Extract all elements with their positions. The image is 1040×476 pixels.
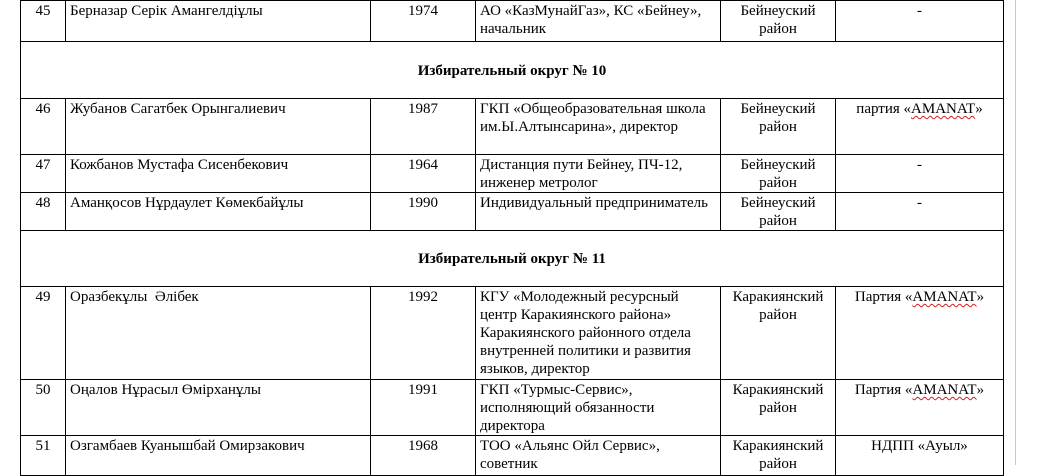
- row-number: 48: [21, 193, 66, 231]
- party-prefix: партия «: [856, 101, 912, 117]
- birth-year: 1964: [371, 155, 476, 193]
- party-brand: AMANAT: [911, 101, 976, 117]
- party-suffix: »: [976, 289, 985, 305]
- party-suffix: -: [917, 157, 922, 173]
- birth-year: 1987: [371, 99, 476, 155]
- party-suffix: -: [917, 195, 922, 211]
- district-heading: Избирательный округ № 11: [21, 231, 1004, 287]
- workplace: АО «КазМунайГаз», КС «Бейнеу», начальник: [476, 1, 721, 42]
- district-area: Каракиянский район: [721, 436, 836, 476]
- party-cell: [836, 99, 1004, 155]
- party-brand: AMANAT: [912, 289, 977, 305]
- candidate-name: Оразбекұлы Әлібек: [66, 287, 371, 380]
- party-suffix: »: [976, 382, 985, 398]
- row-number: 50: [21, 380, 66, 436]
- birth-year: 1968: [371, 436, 476, 476]
- district-header-row: [21, 42, 1004, 99]
- table-row-49: [21, 287, 1004, 380]
- party-cell: [836, 436, 1004, 476]
- workplace: Дистанция пути Бейнеу, ПЧ-12, инженер метролог: [476, 155, 721, 193]
- birth-year: 1991: [371, 380, 476, 436]
- workplace: ТОО «Альянс Ойл Сервис», советник: [476, 436, 721, 476]
- district-area: Бейнеуский район: [721, 155, 836, 193]
- row-number: 46: [21, 99, 66, 155]
- party-cell: [836, 380, 1004, 436]
- party-brand: AMANAT: [912, 382, 977, 398]
- party-suffix: -: [917, 3, 922, 19]
- table-row-50: [21, 380, 1004, 436]
- candidate-name: Аманқосов Нұрдаулет Көмекбайұлы: [66, 193, 371, 231]
- party-prefix: Партия «: [854, 382, 913, 398]
- district-heading: Избирательный округ № 10: [21, 42, 1004, 99]
- district-area: Бейнеуский район: [721, 99, 836, 155]
- table-row-45: [21, 1, 1004, 42]
- party-suffix: »: [975, 101, 983, 117]
- district-header-row: [21, 231, 1004, 287]
- workplace: КГУ «Молодежный ресурсный центр Каракиянского района» Каракиянского районного отдела внутренней политики и развития языков, директор: [476, 287, 721, 380]
- party-brand: НДПП «Ауыл»: [871, 438, 968, 454]
- birth-year: 1974: [371, 1, 476, 42]
- district-area: Каракиянский район: [721, 380, 836, 436]
- workplace: ГКП «Общеобразовательная школа им.Ы.Алтынсарина», директор: [476, 99, 721, 155]
- party-cell: [836, 287, 1004, 380]
- row-number: 47: [21, 155, 66, 193]
- table-row-51: [21, 436, 1004, 476]
- candidate-name: Оңалов Нұрасыл Өмірханұлы: [66, 380, 371, 436]
- workplace: ГКП «Турмыс-Сервис», исполняющий обязанности директора: [476, 380, 721, 436]
- row-number: 51: [21, 436, 66, 476]
- candidate-name: Озгамбаев Куанышбай Омирзакович: [66, 436, 371, 476]
- party-cell: [836, 155, 1004, 193]
- candidate-name: Кожбанов Мустафа Сисенбекович: [66, 155, 371, 193]
- table-row-48: [21, 193, 1004, 231]
- party-cell: [836, 1, 1004, 42]
- birth-year: 1992: [371, 287, 476, 380]
- party-prefix: Партия «: [854, 289, 913, 305]
- row-number: 45: [21, 1, 66, 42]
- candidates-table: [20, 0, 1004, 476]
- table-row-47: [21, 155, 1004, 193]
- table-row-46: [21, 99, 1004, 155]
- party-cell: [836, 193, 1004, 231]
- workplace: Индивидуальный предприниматель: [476, 193, 721, 231]
- district-area: Бейнеуский район: [721, 193, 836, 231]
- district-area: Каракиянский район: [721, 287, 836, 380]
- row-number: 49: [21, 287, 66, 380]
- district-area: Бейнеуский район: [721, 1, 836, 42]
- candidate-name: Жубанов Сагатбек Орынгалиевич: [66, 99, 371, 155]
- birth-year: 1990: [371, 193, 476, 231]
- page-edge-line: [1015, 0, 1016, 465]
- candidate-name: Берназар Серік Амангелдіұлы: [66, 1, 371, 42]
